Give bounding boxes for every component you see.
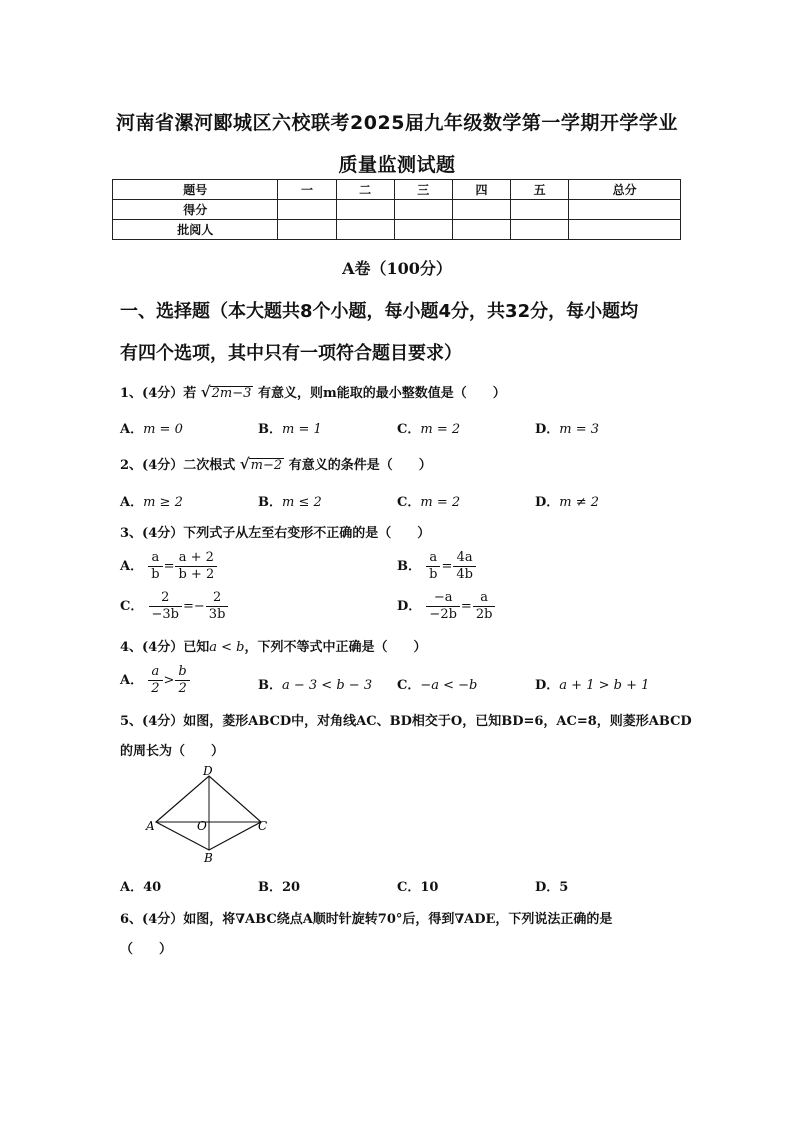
option-c[interactable] [397,491,460,510]
question-number: 1、(4分） [120,386,184,401]
score-cell[interactable] [336,220,394,240]
table-header-cell: 一 [278,180,336,200]
option-label: C． [397,880,421,895]
option-expr: a − 3 < b − 3 [282,678,373,693]
score-cell[interactable] [278,220,336,240]
option-expr: m ≥ 2 [143,495,183,510]
option-label: D． [535,422,560,437]
exam-title-line1: 河南省漯河郾城区六校联考2025届九年级数学第一学期开学学业 [116,112,678,134]
score-table [112,179,681,240]
numerator: −a [426,590,460,607]
radicand: 2m−3 [211,386,252,401]
question-number: 4、(4分） [120,640,184,655]
table-header-cell: 二 [336,180,394,200]
option-a[interactable] [120,876,161,895]
question-3-stem [120,522,430,541]
numerator: a + 2 [175,550,217,567]
score-cell[interactable] [452,220,510,240]
question-number: 6、(4分） [120,912,184,927]
option-expr: 40 [143,880,162,895]
option-a[interactable] [120,550,218,583]
operator: > [163,673,175,688]
fraction [148,664,162,697]
numerator: b [175,664,189,681]
condition-expr: a < b [209,640,245,655]
option-label: A． [120,880,144,895]
question-text: 二次根式 [183,458,236,473]
fraction [175,550,217,583]
option-label: D． [535,495,560,510]
label-o: O [197,819,207,833]
fraction [175,664,189,697]
option-d[interactable] [397,590,496,623]
fraction [149,590,183,623]
option-d[interactable] [535,674,649,693]
option-expr: 20 [282,880,301,895]
fraction [148,550,162,583]
question-4-stem [120,636,427,655]
option-label: D． [535,880,560,895]
question-text: 若 [183,386,197,401]
fraction [206,590,229,623]
question-1-stem [120,382,506,401]
table-row-label: 得分 [113,200,278,220]
question-6-stem-line2: （ ） [120,942,173,957]
denominator: b [429,567,438,582]
table-header-cell: 总分 [569,180,681,200]
option-label: D． [535,678,560,693]
option-c[interactable] [397,418,460,437]
label-a: A [146,819,155,833]
option-expr: m = 1 [282,422,322,437]
option-label: C． [397,678,421,693]
numerator: a [473,590,496,607]
question-5-stem [120,710,692,729]
option-d[interactable] [535,876,568,895]
denominator: b [151,567,160,582]
option-label: D． [397,599,422,614]
radical-sign-icon: √ [239,455,250,473]
option-c[interactable] [397,876,438,895]
question-text: 有意义，则m能取的最小整数值是（ ） [257,386,506,401]
table-row [113,220,681,240]
table-header-cell: 四 [452,180,510,200]
question-5-stem-line2: 的周长为（ ） [120,744,225,759]
question-2-stem [120,454,432,473]
fraction [453,550,476,583]
option-label: A． [120,559,144,574]
option-label: B． [397,559,421,574]
operator: = [460,599,472,614]
question-text: 已知 [183,640,210,655]
denominator: 4b [456,567,473,582]
option-b[interactable] [258,674,372,693]
operator: =− [183,599,205,614]
score-cell[interactable] [569,200,681,220]
option-expr: 5 [559,880,569,895]
numerator: 2 [206,590,229,607]
question-number: 5、(4分） [120,714,184,729]
option-label: A． [120,495,144,510]
score-cell[interactable] [452,200,510,220]
score-cell[interactable] [511,220,569,240]
denominator: b + 2 [178,567,215,582]
section1-heading-line2: 有四个选项，其中只有一项符合题目要求） [120,343,462,364]
denominator: 2 [178,681,187,696]
score-cell[interactable] [278,200,336,220]
operator: = [163,559,175,574]
label-d: D [203,764,213,778]
radicand: m−2 [250,458,283,473]
option-label: C． [397,422,421,437]
option-label: B． [258,678,282,693]
exam-title-line2: 质量监测试题 [338,154,456,176]
denominator: 3b [208,607,226,622]
option-c[interactable] [120,590,229,623]
option-expr: 10 [420,880,439,895]
option-label: A． [120,673,144,688]
question-text: 有意义的条件是（ ） [288,458,432,473]
table-row [113,180,681,200]
option-a[interactable] [120,491,183,510]
table-header-cell: 三 [394,180,452,200]
label-c: C [258,819,268,833]
operator: = [441,559,453,574]
option-a[interactable] [120,418,183,437]
numerator: a [148,550,162,567]
question-text: 如图，菱形ABCD中，对角线AC、BD相交于O，已知BD=6，AC=8，则菱形ABCD [183,714,692,729]
numerator: a [148,664,162,681]
option-expr: m ≠ 2 [559,495,600,510]
fraction [426,590,460,623]
numerator: a [426,550,440,567]
fraction [426,550,440,583]
option-d[interactable] [535,491,599,510]
question-text: 下列式子从左至右变形不正确的是（ ） [183,526,431,541]
option-label: A． [120,422,144,437]
question-text: 如图，将∇ABC绕点A顺时针旋转70°后，得到∇ADE，下列说法正确的是 [183,912,613,927]
score-cell[interactable] [394,220,452,240]
option-expr: −a < −b [420,678,478,693]
question-number: 2、(4分） [120,458,184,473]
rhombus-figure [140,764,280,869]
score-cell[interactable] [336,200,394,220]
option-b[interactable] [397,550,477,583]
option-expr: m = 3 [559,422,600,437]
denominator: −2b [429,607,457,622]
numerator: 2 [149,590,183,607]
option-expr: m ≤ 2 [282,495,322,510]
question-6-stem [120,908,612,927]
option-b[interactable] [258,876,300,895]
table-header-cell: 题号 [113,180,278,200]
denominator: −3b [151,607,179,622]
option-expr: m = 2 [420,422,461,437]
option-d[interactable] [535,418,599,437]
table-header-cell: 五 [511,180,569,200]
label-b: B [204,851,213,865]
table-row-label: 批阅人 [113,220,278,240]
score-cell[interactable] [394,200,452,220]
score-cell[interactable] [511,200,569,220]
option-label: B． [258,880,282,895]
option-c[interactable] [397,674,477,693]
question-number: 3、(4分） [120,526,184,541]
numerator: 4a [453,550,476,567]
score-cell[interactable] [569,220,681,240]
radical-sign-icon: √ [200,383,211,401]
option-b[interactable] [258,418,322,437]
option-expr: m = 0 [143,422,183,437]
fraction [473,590,496,623]
section-a-heading: A卷（100分） [342,259,452,278]
denominator: 2b [475,607,493,622]
option-expr: a + 1 > b + 1 [559,678,650,693]
option-label: B． [258,495,282,510]
section1-heading-line1: 一、选择题（本大题共8个小题，每小题4分，共32分，每小题均 [120,301,639,322]
option-expr: m = 2 [420,495,461,510]
question-text: ，下列不等式中正确是（ ） [244,640,427,655]
option-label: B． [258,422,282,437]
denominator: 2 [151,681,160,696]
option-label: C． [397,495,421,510]
option-a[interactable] [120,664,191,697]
option-label: C． [120,599,144,614]
table-row [113,200,681,220]
option-b[interactable] [258,491,322,510]
